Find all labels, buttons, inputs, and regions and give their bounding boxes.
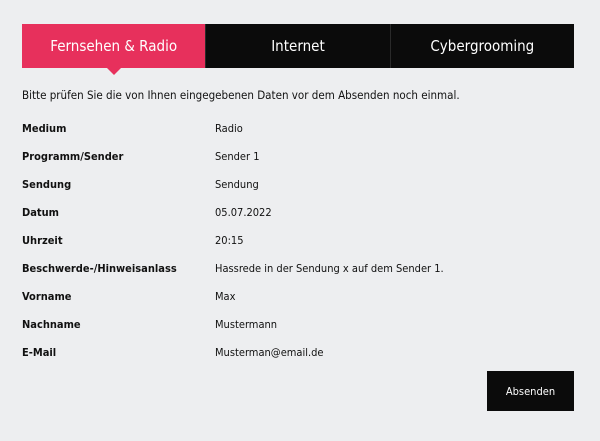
field-value: Sendung [215,177,259,191]
summary-row-anlass [22,254,582,282]
summary-row-programm-sender [22,142,582,170]
summary-row-email [22,338,582,366]
summary-row-uhrzeit [22,226,582,254]
submit-button[interactable]: Absenden [487,371,574,411]
field-label: Beschwerde-/Hinweisanlass [22,261,177,275]
field-label: Nachname [22,317,81,331]
field-value: Mustermann [215,317,278,331]
field-value: 20:15 [215,233,244,247]
field-value: Sender 1 [215,149,260,163]
summary-row-sendung [22,170,582,198]
tab-fernsehen-radio[interactable]: Fernsehen & Radio [22,24,205,68]
field-label: Datum [22,205,59,219]
field-label: E-Mail [22,345,57,359]
field-label: Medium [22,121,67,135]
tab-internet[interactable]: Internet [205,24,389,68]
summary-row-datum [22,198,582,226]
summary-list [22,114,582,366]
summary-row-medium [22,114,582,142]
category-tabs [22,24,574,68]
field-value: 05.07.2022 [215,205,272,219]
field-label: Uhrzeit [22,233,63,247]
field-value: Max [215,289,236,303]
field-label: Vorname [22,289,72,303]
tab-cybergrooming[interactable]: Cybergrooming [390,24,574,68]
field-value: Radio [215,121,243,135]
field-value: Hassrede in der Sendung x auf dem Sender 1. [215,261,444,275]
field-label: Sendung [22,177,72,191]
summary-row-vorname [22,282,582,310]
field-value: Musterman@email.de [215,345,324,359]
review-instructions: Bitte prüfen Sie die von Ihnen eingegebenen Daten vor dem Absenden noch einmal. [22,88,460,102]
summary-row-nachname [22,310,582,338]
field-label: Programm/Sender [22,149,124,163]
